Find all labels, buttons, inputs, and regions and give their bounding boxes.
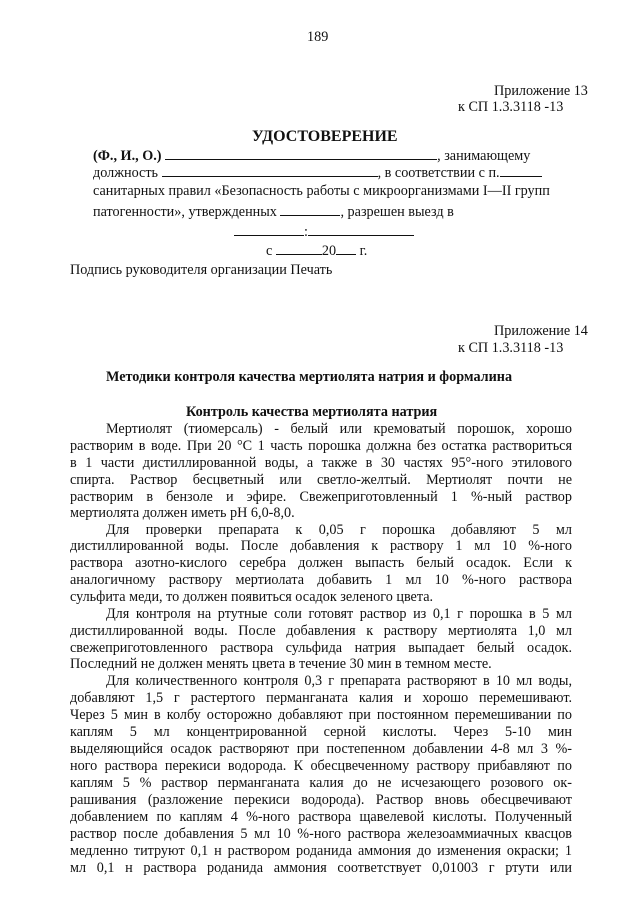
clause-blank (500, 164, 542, 177)
date-year: 20 (321, 243, 337, 259)
annex-13-line-1: Приложение 13 (494, 83, 588, 99)
body-line-5: растворим в бензоле и эфире. Свежеприготовленный 1 %-ный раствор (70, 489, 572, 505)
body-line-12: Для контроля на ртутные соли готовят раствор из 0,1 г порошка в 5 мл (106, 606, 572, 622)
body-line-18: Через 5 мин в колбу осторожно добавляют при постоянном перемешивании по (70, 707, 572, 723)
year-blank (336, 242, 356, 255)
body-line-17: добавляют 1,5 г растертого перманганата калия и хорошо перемешивают. (70, 690, 572, 706)
date-year-suffix: г. (359, 243, 368, 259)
destination-line (234, 223, 414, 241)
body-line-10: аналогичному раствору мертиолата добавить 1 мл 10 %-ного раствора (70, 572, 572, 588)
certificate-line-4 (93, 203, 454, 221)
holding-text: , занимающему (437, 148, 531, 164)
body-line-23: рашивания (разложение перекиси водорода). Раствор вновь обесцвечивают (70, 792, 572, 808)
methods-title: Методики контроля качества мертиолята натрия и формалина (106, 369, 513, 385)
body-line-7: Для проверки препарата к 0,05 г порошка добавляют 5 мл (106, 522, 572, 538)
section-title: Контроль качества мертиолята натрия (186, 404, 438, 420)
certificate-line-3: санитарных правил «Безопасность работы с микроорганизмами I—II групп (93, 183, 550, 199)
body-line-24: добавлением по каплям 4 %-ного раствора щавелевой кислоты. Полученный (70, 809, 572, 825)
annex-14-line-2: к СП 1.3.3118 -13 (458, 340, 564, 356)
position-label: должность (93, 165, 159, 181)
body-line-2: растворим в воде. При 20 °С 1 часть порошка должна без остатка раствориться (70, 438, 572, 454)
fio-label: (Ф., И., О.) (93, 148, 162, 164)
body-line-14: свежеприготовленного раствора сульфида натрия выпадает белый осадок. (70, 640, 572, 656)
signature-line: Подпись руководителя организации Печать (70, 262, 333, 278)
body-line-16: Для количественного контроля 0,3 г препарата растворяют в 10 мл воды, (106, 673, 572, 689)
body-line-15: Последний не должен менять цвета в течение 30 мин в темном месте. (70, 656, 492, 672)
body-line-1: Мертиолят (тиомерсаль) - белый или кремоватый порошок, хорошо (106, 421, 572, 437)
body-line-19: каплям 5 мл концентрированной серной кислоты. Через 5-10 мин (70, 724, 572, 740)
certificate-fio-line (93, 147, 530, 165)
body-line-4: спирта. Раствор бесцветный или светло-желтый. Мертиолят почти не (70, 472, 572, 488)
body-line-22: каплям 5 % раствор перманганата калия до не исчезающего розового ок- (70, 775, 572, 791)
date-from: с (266, 243, 273, 259)
body-line-8: дистиллированной воды. После добавления к раствору 1 мл 10 %-ного (70, 538, 572, 554)
annex-14-line-1: Приложение 14 (494, 323, 588, 339)
according-text: , в соответствии с п. (377, 165, 500, 181)
annex-13-line-2: к СП 1.3.3118 -13 (458, 99, 564, 115)
page-number: 189 (307, 29, 329, 45)
body-line-3: в 1 части дистиллированной воды, а также в 30 частях 95°-ного этилового (70, 455, 572, 471)
approved-text: патогенности», утвержденных (93, 204, 277, 220)
body-line-26: медленно титруют 0,1 н раствором роданида аммония до изменения окраски; 1 (70, 843, 572, 859)
destination-blank-2 (308, 223, 414, 236)
date-line (266, 242, 367, 260)
position-blank (162, 164, 378, 177)
date-blank (276, 242, 322, 255)
certificate-title: УДОСТОВЕРЕНИЕ (252, 128, 398, 145)
certificate-position-line (93, 164, 542, 182)
body-line-21: ного раствора перекиси водорода. К обесцвеченному раствору прибавляют по (70, 758, 572, 774)
body-line-13: дистиллированной воды. После добавления к раствору мертиолята 1,0 мл (70, 623, 572, 639)
approved-blank (280, 203, 340, 216)
body-line-20: выделяющийся осадок растворяют при постепенном добавлении 4-8 мл 3 %- (70, 741, 572, 757)
body-line-6: мертиолята должен иметь рН 6,0-8,0. (70, 505, 295, 521)
destination-blank-1 (234, 223, 304, 236)
fio-blank (165, 147, 437, 160)
body-line-27: мл 0,1 н раствора роданида аммония соответствует 0,01003 г ртути или (70, 860, 572, 876)
body-line-9: раствора азотно-кислого серебра должен выпасть белый осадок. Если к (70, 555, 572, 571)
destination-colon: : (304, 224, 308, 240)
body-line-11: сульфита меди, то должен появиться осадок зеленого цвета. (70, 589, 434, 605)
body-line-25: раствор после добавления 5 мл 10 %-ного раствора железоаммиачных квасцов (70, 826, 572, 842)
departure-text: , разрешен выезд в (340, 204, 454, 220)
